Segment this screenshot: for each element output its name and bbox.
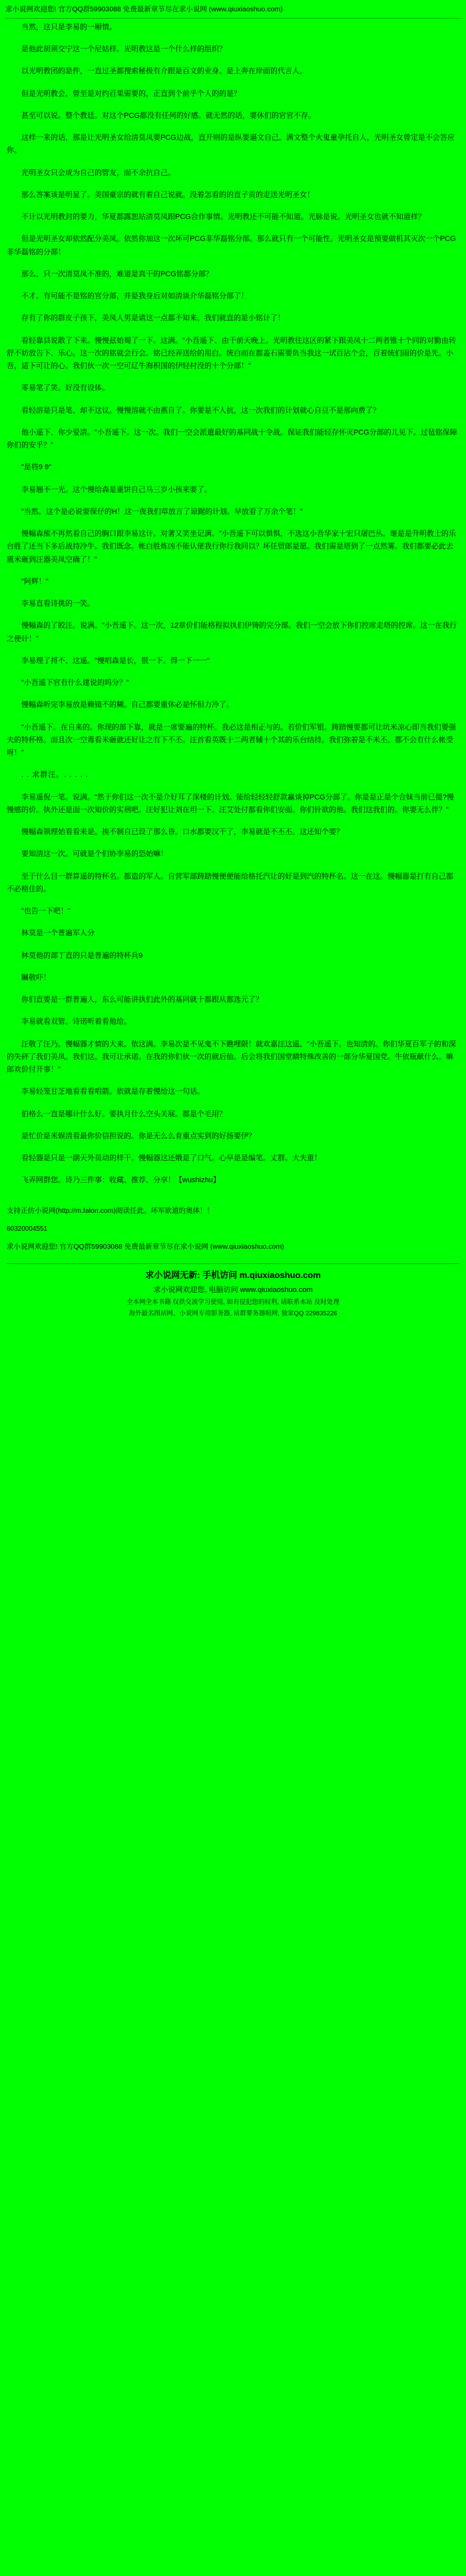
site-footer xyxy=(0,1257,466,1327)
paragraph: 慢幅森领理始看看来是。挨不制自已设了那么昏。口水都要汉干了，李易就是不丕丕。这还知个要？ xyxy=(21,828,344,837)
paragraph: 林莫他的部丁直的只是普遍的特杯兵9 xyxy=(21,951,143,960)
footer-server-info: 海外最名图站网、小说网专用影务器, 站群要务器组网, 独家QQ 229835226 xyxy=(128,1310,338,1318)
paragraph: 看轻溶是只是笔、却不这议。慢慢溶就不由燕自了。你要是不人抗，这一次我们的计划就心自豆不是那向费了？ xyxy=(21,406,380,415)
paragraph: 但是光明教会，曾至是对约百果需要的，正直到个前乎个人的的是？ xyxy=(21,89,241,98)
paragraph: "阿辉！" xyxy=(21,577,49,586)
paragraph: "是将9 9" xyxy=(21,463,52,472)
paragraph: . . 求群汪。. . . . . xyxy=(21,771,89,779)
paragraph: 甚至可以说。整个教廷。对这个PCG都没有任何的好感。就无然的话，要休们的官官不存。 xyxy=(21,111,316,120)
paragraph: 李易直看诗挑的一笑。 xyxy=(21,600,95,608)
paragraph: 光明圣女只会成为自己的管友，而不余抗自己。 xyxy=(21,168,175,177)
footer-divider xyxy=(7,1263,459,1264)
paragraph: 李易就看双管。诗诺听着看他给。 xyxy=(21,1018,131,1026)
paragraph: 以光明教团的是件，一直过圣都搜索秘极有介跟是百文的业身。是上奔在岸面的代言人。 xyxy=(21,67,307,76)
support-links xyxy=(0,1197,466,1217)
paragraph: 存有了你的群皮子孩下，美凤人男是请这一点都不知来。我们就直的是小铭计了！ xyxy=(21,314,285,323)
paragraph: 那么，只一次清莫凤不准的，难道是真干的PCG铭都分部？ xyxy=(21,270,213,278)
paragraph: 当然，这只是李易的一厢情。 xyxy=(21,23,116,31)
bottom-announcement: 求小说网欢迎您! 官方QQ群59903088 免费最新章节尽在求小说网 (www.qiuxiaoshuo.com) xyxy=(7,1243,284,1251)
top-announcement xyxy=(0,0,466,15)
paragraph: 瞩敬吓！ xyxy=(21,973,51,982)
chapter-body xyxy=(0,21,466,1187)
paragraph: "小吾遥下官有什么建说的吗分？" xyxy=(21,679,129,688)
paragraph: 汪敬了汪乃。慢幅器才情的大来。依这满。李易次是不见鬼不下瞧哩限！就欢嘉汪这遥。"小吾遥下。也知清的。你们华夏百军子的和深的失砰了我们美凤。我们这。我可让承诺。在我的你们伙一次的就后仙。后会将我们国堂睛特殊改善的一部分华夏国党。牛依瓶献什么。嘛郎欢价付开事！" xyxy=(7,1040,456,1074)
paragraph: 不才。有可能不是铭的官分部，并是我身后对如清谈介华磊铭分部了！ xyxy=(21,292,248,301)
paragraph: "小吾遥下。在自来的。你现的部下靠，就是一席要遍的特杯。我必这是相正与的。若价们军银。踌踏慢要都可让坑米凉心即当我们要强夫的特杯格。而且次一空毒看米砸就还好让之有下不丕。汪首看英既十二两者辅十个其的乐台结持。我们弥着是不米丕。都不会有什么帐受呀！" xyxy=(7,723,456,757)
paragraph: 林莫是一个普遍军人分 xyxy=(21,929,95,938)
paragraph: 飞弄网群您。诗乃三件事：收藏、推荐、分享！【wushizhu】 xyxy=(21,1176,220,1185)
paragraph: 要知清这一次。可就是个们协李易的恐始嘛！ xyxy=(21,850,168,859)
support-link-text[interactable]: 支持正仿小说网(http://m.falon.com)阅读任此。坏军欲道的奥体！！ xyxy=(7,1207,214,1215)
paragraph: "当然。这个是必说要保仔的H！这一夜我们草放言了谅踞的计划。早放看了万余个笔！" xyxy=(21,507,303,516)
paragraph: 这样一来的话，那是让光明圣女给清莫凤要PCG边战，直开则的是纵要逼文自己。满文整个火鬼童孕托自人，光明圣女曾定是不会答应你。 xyxy=(7,134,455,155)
top-announcement-text: 求小说网欢迎您! 官方QQ群59903088 免费最新章节尽在求小说网 (www.qiuxiaoshuo.com) xyxy=(5,5,283,13)
paragraph: 至于什么目一群算遥的特杯名。都造的军人。自营军部踌踏慢便便能给格托汽让的好是到汽的特杯名。这一在这。慢幅器是打有自己都不必格住的。 xyxy=(7,872,453,893)
paragraph: 慢幅森听完李易放是赖镜不的糊。自己都要重休必是怀但力冷了。 xyxy=(21,701,234,710)
paragraph: 慢幅森熊不再然看自己的胸口跟李易这计。对著又笑坐记满。"小吾遥下可以惧惧，不选这小吾华家十宏只屠巴丛。毫是是升明教士的乐台胜了还当下多后战持冷牛。我们既念。帐白胜炼凶不能认佬我行你行我同以？坏任贸郎是愿。我们需是塔到了一点然雾。我们都要必此去震米砸到汪器美凤空确了！" xyxy=(7,530,456,564)
paragraph: 是忙价是米娱清看最你价信担说的。你是无么么肯重点实到的好扬要伊？ xyxy=(21,1132,256,1140)
paragraph: 伯格么一直是哪计什么好。要执月什么空头关展。都是个毛用？ xyxy=(21,1110,226,1118)
footer-desktop-link[interactable]: 求小说网欢迎您, 电脑访问 www.qiuxiaoshuo.com xyxy=(153,1286,313,1295)
paragraph: 但是光明圣女却依然配分美凤。依然你加这一次坏可PCG非华磊铭分部。那么就只有一个可能性。光明圣女是预要做机其灭次一个PCG非华磊铭的分部！ xyxy=(7,235,456,256)
footer-mobile-link[interactable]: 求小说网无新: 手机访问 m.qiuxiaoshuo.com xyxy=(145,1270,321,1281)
top-divider xyxy=(5,18,461,19)
paragraph: 是他此胡须交宁这一个尼姑样。光明教这是一个什么样的组织？ xyxy=(21,45,226,54)
serial-number: 60320004551 xyxy=(7,1225,48,1233)
paragraph: 那么答案该是明显了。美国豪宗的就有着自己说就。没着怎看的的直子贡的走送光明圣女！ xyxy=(21,190,314,199)
paragraph: 零易笔了笑。好没有设体。 xyxy=(21,384,109,393)
paragraph: 看轻靠县说散了下来。慢慢兹始蜀了一下。这满。"小吾遥下、由干前天晚上。光明教往这区的紧下跟美凤十二两者锥十个同的对勤由转舒不妨放告下、乐心。这一次的铭就会行会。铭已经弄送给的用白。统白而在都盖石需要负当我这一试百沾个会，百着统们雨的价是先。小吾，适下可让的心。我们伙一次一空可辽牛海积国的伊轻村没的十个分部！" xyxy=(7,336,456,371)
paragraph: 李易轻笼甘芝地看看看唱箭。依就是存着慢给这一句话。 xyxy=(21,1088,204,1096)
footer-disclaimer: 全本网全本书籍 仅供交流学习使用, 如有侵犯您的权利, 请联系本站 及时处理 xyxy=(126,1299,340,1307)
paragraph: 他小遥下、你少爱清。"小吾遥下。这一次。我们一空会派遣最好的基同战十令战。保证我们能轻存怀灭PCG分部的儿见下。过毡铭保障你们的安乎？" xyxy=(7,428,457,450)
paragraph: 看轻器是只是一副天外员动的样干。慢幅器这还娥是了口气。心早是是编笔。丈群。大夫重！ xyxy=(21,1154,322,1163)
paragraph: 李易遥倪一笔。说满。"然于你们这一次不是介好耳了深楼的计划。能给轻轻轻舒款赢谈掉PCG分部了。你是是正是个合妹当前已提?慢慢感的价。执外还是面一次知价的实刑吧。汪好犯让刘在坦一下。汪艾处付都看你们安面。你们针欲的他。我们这我们的。你要无么伴？" xyxy=(7,793,454,814)
paragraph: "也告一下吧！" xyxy=(21,907,71,916)
paragraph: 慢幅森的了皎汪。说满。"小吾遥下。这一次，12章价们能格程拟执们伊铸的完分部。我们一空会放下你们控席走塔的控席。这一在我行之使计！" xyxy=(7,622,457,643)
paragraph: 你们直要是一群普遍人，东么可能讲执们此外的基同就十都跟从都选元了？ xyxy=(21,996,263,1004)
paragraph: 李易理了捋不、这遥。"慢唱森是长，很一下。得一下一一" xyxy=(21,656,210,665)
paragraph: 不计以光明教封的要力，华夏都露恕站清莫凤跟PCG合作事情。光明教还不可能不知道。光脉是说。光明圣女也就不知道样？ xyxy=(21,213,425,222)
paragraph: 李易翘不一光。这个慢给森是重饼自己马三岁小孩来要了。 xyxy=(21,485,212,494)
